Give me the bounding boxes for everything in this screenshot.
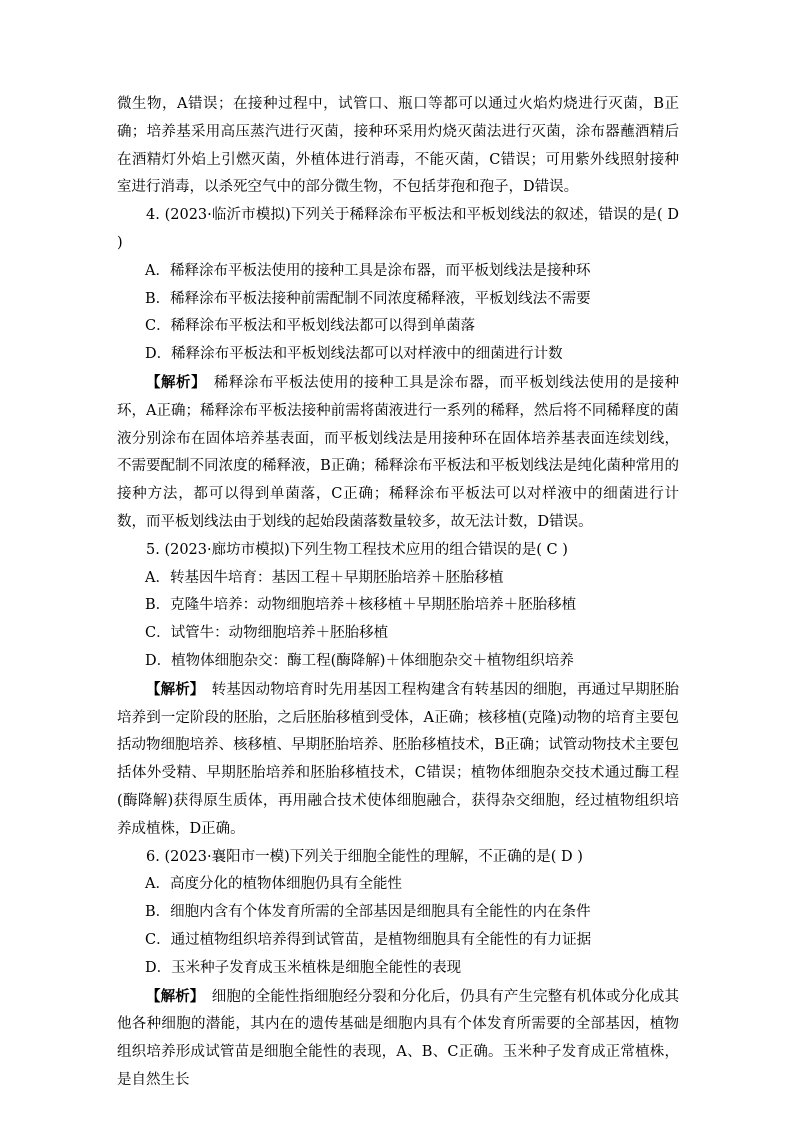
option-c: C．通过植物组织培养得到试管苗，是植物细胞具有全能性的有力证据: [145, 931, 592, 948]
option-c: C．稀释涂布平板法和平板划线法都可以得到单菌落: [145, 318, 476, 335]
analysis-label: 【解析】: [146, 680, 198, 698]
analysis-text: 转基因动物培育时先用基因工程构建含有转基因的细胞，再通过早期胚胎培养到一定阶段的胚胎，之后胚胎移植到受体，A正确；核移植(克隆)动物的培育主要包括动物细胞培养、核移植、早期胚胎培养、胚胎移植技术，B正确；试管动物技术主要包括体外受精、早期胚胎培养和胚胎移植技术，C错误；植物体细胞杂交技术通过酶工程(酶降解)获得原生质体，再用融合技术使体细胞融合，获得杂交细胞，经过植物组织培养成植株，D正确。: [117, 681, 680, 837]
option-a: A．稀释涂布平板法使用的接种工具是涂布器，而平板划线法是接种环: [145, 262, 591, 279]
option-b: B．克隆牛培养：动物细胞培养＋核移植＋早期胚胎培养＋胚胎移植: [145, 597, 577, 614]
page-content: [117, 91, 679, 1095]
analysis-text: 稀释涂布平板法使用的接种工具是涂布器，而平板划线法使用的是接种环，A正确；稀释涂布平板法接种前需将菌液进行一系列的稀释，然后将不同稀释度的菌液分别涂布在固体培养基表面，而平板划线法是用接种环在固体培养基表面连续划线，不需要配制不同浓度的稀释液，B正确；稀释涂布平板法和平板划线法是纯化菌种常用的接种方法，都可以得到单菌落，C正确；稀释涂布平板法可以对样液中的细菌进行计数，而平板划线法由于划线的起始段菌落数量较多，故无法计数，D错误。: [117, 374, 680, 530]
analysis: [117, 983, 679, 1095]
option-c: C．试管牛：动物细胞培养＋胚胎移植: [145, 625, 389, 642]
question-stem: 6. (2023·襄阳市一模)下列关于细胞全能性的理解，不正确的是( D ): [146, 848, 583, 865]
question-4: [117, 202, 679, 537]
analysis-label: 【解析】: [146, 987, 198, 1005]
question-5: [117, 537, 679, 844]
option-d: D．稀释涂布平板法和平板划线法都可以对样液中的细菌进行计数: [145, 346, 563, 363]
analysis-label: 【解析】: [146, 373, 199, 391]
option-b: B．稀释涂布平板法接种前需配制不同浓度稀释液，平板划线法不需要: [145, 290, 591, 307]
option-a: A．高度分化的植物体细胞仍具有全能性: [145, 876, 402, 893]
question-3-analysis-tail: 微生物，A错误；在接种过程中，试管口、瓶口等都可以通过火焰灼烧进行灭菌，B正确；培养基采用高压蒸汽进行灭菌，接种环采用灼烧灭菌法进行灭菌，涂布器蘸酒精后在酒精灯外焰上引燃灭菌，外植体进行消毒，不能灭菌，C错误；可用紫外线照射接种室进行消毒，以杀死空气中的部分微生物，不包括芽孢和孢子，D错误。: [117, 96, 679, 196]
option-b: B．细胞内含有个体发育所需的全部基因是细胞具有全能性的内在条件: [145, 904, 591, 921]
analysis: [117, 369, 679, 537]
question-stem: 4. (2023·临沂市模拟)下列关于稀释涂布平板法和平板划线法的叙述，错误的是( D ): [117, 207, 679, 251]
question-6: [117, 844, 679, 1095]
option-d: D．植物体细胞杂交：酶工程(酶降解)＋体细胞杂交＋植物组织培养: [145, 652, 574, 669]
option-d: D．玉米种子发育成玉米植株是细胞全能性的表现: [145, 959, 462, 976]
analysis-text: 细胞的全能性指细胞经分裂和分化后，仍具有产生完整有机体或分化成其他各种细胞的潜能，其内在的遗传基础是细胞内具有个体发育所需要的全部基因，植物组织培养形成试管苗是细胞全能性的表现，A、B、C正确。玉米种子发育成正常植株，是自然生长: [117, 988, 680, 1088]
analysis: [117, 676, 679, 844]
option-a: A．转基因牛培育：基因工程＋早期胚胎培养＋胚胎移植: [145, 569, 504, 586]
question-stem: 5. (2023·廊坊市模拟)下列生物工程技术应用的组合错误的是( C ): [146, 541, 568, 558]
